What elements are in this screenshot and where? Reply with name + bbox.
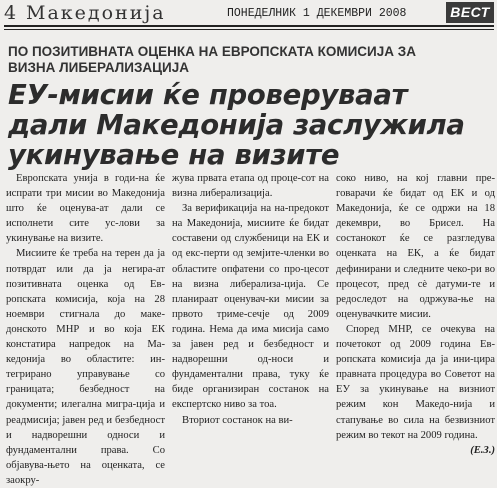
article-column-1 [6,171,165,488]
headline-line: укинување на визите [8,139,340,171]
paragraph: соко ниво, на кој главни пре-говарачи ќе бидат од ЕК и од Македонија, ќе се одржи на 18 декември, во Брисел. На состанокот ќе се разгледува оценката на ЕК, а ќе бидат дефинирани и следните чеко-ри во процесот, пред сè датуми-те и редоследот на одржува-ње на оценувачките мисии. [336,173,495,320]
article-headline [8,80,493,170]
article-column-2 [172,171,329,428]
paragraph: Вториот состанок на ви- [182,414,293,426]
paragraph: жува првата етапа од проце-сот на визна либерализација. [172,173,329,200]
newspaper-logo: ВЕСТ [446,2,494,23]
headline-line: ЕУ-мисии ќе проверуваат [8,79,408,111]
supertitle-line: ВИЗНА ЛИБЕРАЛИЗАЦИЈА [8,60,189,75]
author-signature: (Е.З.) [470,444,495,456]
article-body [6,171,495,486]
article-supertitle [8,44,493,76]
paragraph: Мисиите ќе треба на терен да ја потврдат или да ја негира-ат позитивната оценка од Ев-ропската комисија, која на 28 ноември стигнала до маке-донското МНР и во која ЕК констатира напредок на Ма-кедонија во областите: ин-тегрирано управување со границата; безбедност на документи; илегална мигра-ција и реадмисија; јавен ред и безбедност и надворешни односи и фундаментални права. Со објавува-њето на оценката, се заокру- [6,248,165,486]
section-title: Македонија [26,2,166,24]
supertitle-line: ПО ПОЗИТИВНАТА ОЦЕНКА НА ЕВРОПСКАТА КОМИСИЈА ЗА [8,44,416,59]
paragraph: За верификација на на-предокот на Македонија, мисиите ќе бидат составени од службеници на ЕК и од екс-перти од земјите-членки во областите опфатени со про-цесот на визна либерализа-ција. Се планираат оценувач-ки мисии за првото триме-сечје од 2009 година. Нема да има мисија само за јавен ред и безбедност и надворешни од-носи и фундаментални права, туку ќе биде организиран состанок на експертско ниво за тоа. [172,203,329,411]
headline-line: дали Македонија заслужила [8,109,465,141]
paragraph: Според МНР, се очекува на почетокот од 2009 година Ев-ропската комисија да ја ини-цира правната процедура во Советот на ЕУ за укинување на визниот режим кон Македо-нија и стапување во сила на безвизниот режим во текот на 2009 година. [336,323,495,441]
masthead-rule [4,25,494,27]
dateline: ПОНЕДЕЛНИК 1 ДЕКЕМВРИ 2008 [227,7,407,20]
paragraph: Европската унија в годи-на ќе испрати три мисии во Македонија што ќе оценува-ат дали се исполнети сите ус-лови за укинување на визите. [6,173,165,245]
masthead-rule-thin [4,29,494,30]
article-column-3 [336,171,495,458]
page-number: 4 [4,2,17,24]
